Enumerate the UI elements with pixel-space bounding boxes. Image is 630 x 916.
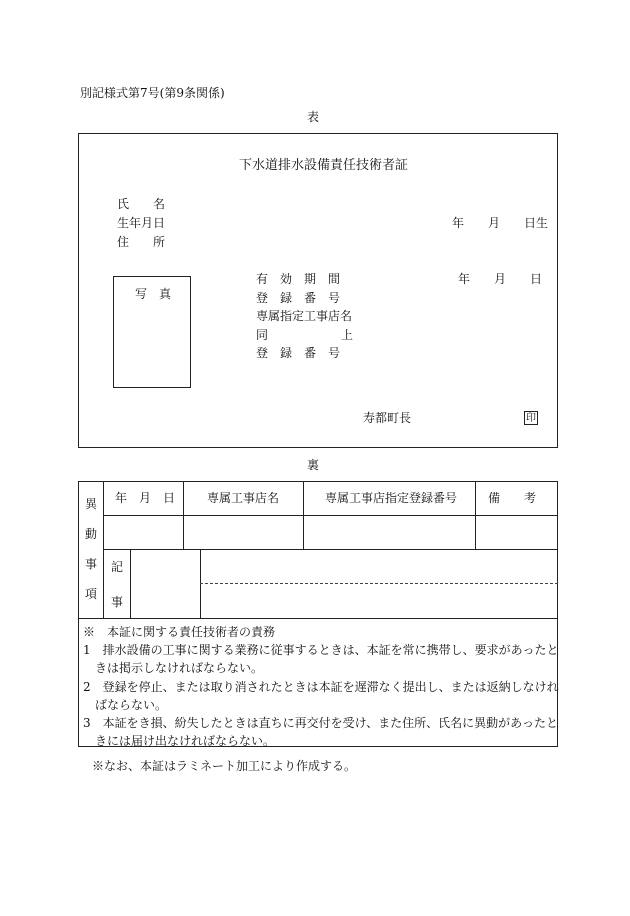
record-label-char-2: 事: [111, 595, 124, 609]
shop-name-label: 専属指定工事店名: [256, 309, 353, 323]
change-label-char-3: 事: [85, 557, 98, 571]
column-header-remarks: 備 考: [488, 491, 537, 505]
change-label-char-1: 異: [85, 497, 98, 511]
name-label: 氏 名: [117, 197, 166, 211]
form-number: 別記様式第7号(第9条関係): [80, 86, 225, 100]
validity-value: 年 月 日: [458, 272, 543, 286]
same-label-right: 上: [341, 328, 354, 342]
back-side-label: 裏: [307, 458, 320, 472]
address-label: 住 所: [117, 235, 166, 249]
seal-mark: 印: [526, 413, 536, 424]
note-1-line-1: 1 排水設備の工事に関する業務に従事するときは、本証を常に携帯し、要求があったと: [83, 643, 559, 657]
change-label-char-2: 動: [85, 527, 98, 541]
shop-registration-number-label: 登 録 番 号: [256, 346, 341, 360]
record-label-char-1: 記: [111, 560, 124, 574]
birth-date-label: 生年月日: [117, 216, 166, 230]
registration-number-label: 登 録 番 号: [256, 291, 341, 305]
notes-title: ※ 本証に関する責任技術者の責務: [83, 625, 276, 639]
note-2-line-2: ばならない。: [83, 698, 168, 712]
footer-note: ※なお、本証はラミネート加工により作成する。: [92, 759, 357, 773]
note-3-line-1: 3 本証をき損、紛失したときは直ちに再交付を受け、また住所、氏名に異動があったと: [83, 716, 559, 730]
note-1-line-2: きは掲示しなければならない。: [83, 661, 264, 675]
column-header-shop-name: 専属工事店名: [207, 491, 280, 505]
note-3-line-2: きには届け出なければならない。: [83, 734, 276, 748]
same-label-left: 同: [256, 328, 269, 342]
change-label-char-4: 項: [85, 587, 98, 601]
validity-label: 有 効 期 間: [256, 272, 341, 286]
column-header-date: 年 月 日: [115, 491, 176, 505]
issuer-label: 寿都町長: [363, 411, 412, 425]
photo-label: 写 真: [135, 287, 172, 301]
card-title: 下水道排水設備責任技術者証: [239, 158, 409, 173]
front-side-label: 表: [307, 110, 320, 124]
note-2-line-1: 2 登録を停止、または取り消されたときは本証を遅滞なく提出し、または返納しなけれ: [83, 680, 559, 694]
column-header-registration-number: 専属工事店指定登録番号: [325, 491, 458, 505]
birth-date-value: 年 月 日生: [452, 216, 549, 230]
